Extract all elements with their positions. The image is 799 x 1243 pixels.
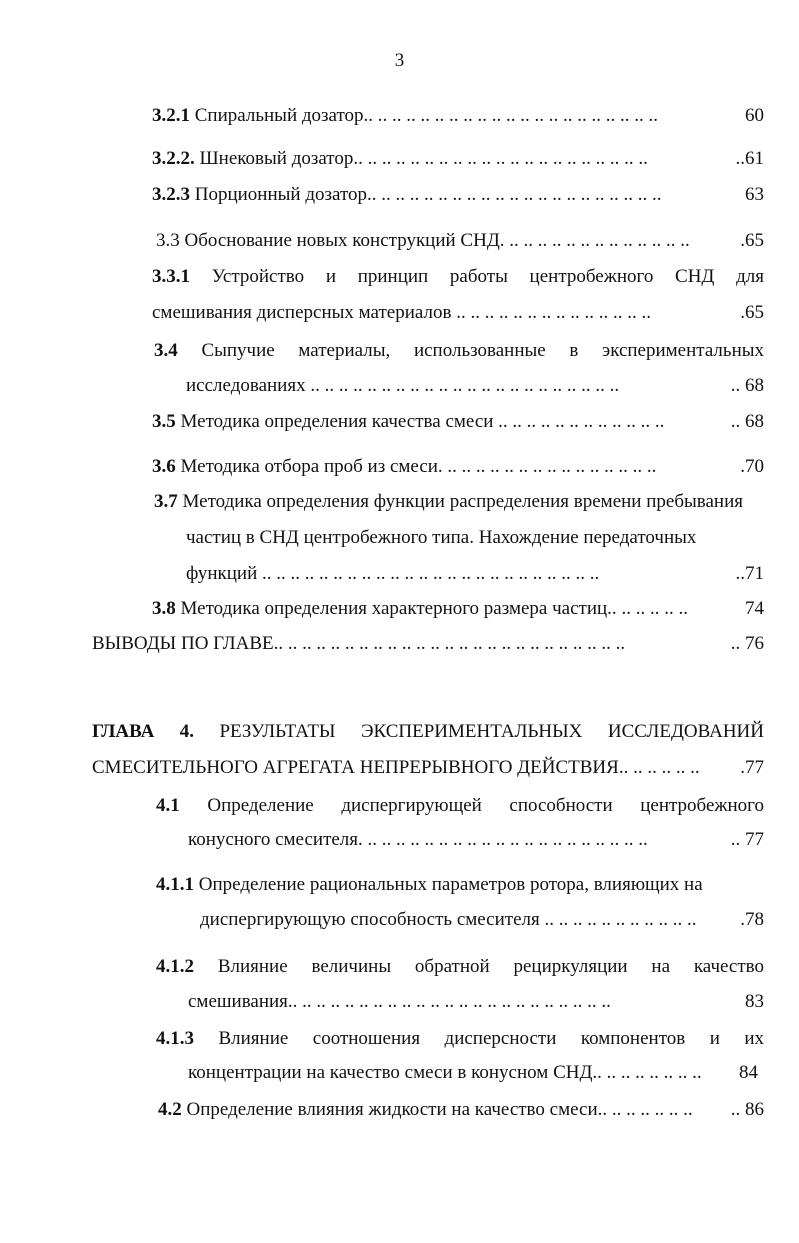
toc-chapter-4-line1: [92, 720, 764, 744]
toc-entry-title: Спиральный дозатор..: [194, 105, 374, 126]
toc-entry-3-7-line3: [186, 562, 764, 586]
page-number: 3: [394, 50, 405, 71]
toc-entry-leader: .. .. .. .. .. .. .. .. .. .. .. .. .. ..: [451, 302, 651, 323]
toc-entry-3-3: [156, 229, 764, 253]
toc-entry-leader: .. .. .. .. .. .. .. .. .. .. .. .. .. .. .. .. .. .. .. .. .. ..: [305, 375, 620, 396]
toc-entry-number: 3.6: [152, 456, 176, 477]
toc-entry-title: Сыпучие материалы, использованные в экспериментальных: [201, 340, 764, 361]
toc-entry-4-1-1-line2: [200, 908, 764, 932]
toc-entry-number: 3.4: [154, 340, 178, 361]
chapter-label: ГЛАВА 4.: [92, 721, 195, 742]
toc-entry-4-2: [158, 1098, 764, 1122]
toc-entry-3-8: [152, 597, 764, 621]
toc-entry-page: .78: [740, 909, 764, 930]
toc-entry-3-5: [152, 410, 764, 434]
toc-entry-4-1-2-line2: [188, 990, 764, 1014]
toc-entry-4-1-2-line1: [156, 955, 764, 979]
toc-entry-3-6: [152, 455, 764, 479]
toc-entry-number: 3.2.1: [152, 105, 190, 126]
toc-entry-number: 3.7: [154, 491, 178, 512]
toc-entry-title: Влияние соотношения дисперсности компонентов и их: [218, 1028, 764, 1049]
toc-entry-page: .. 77: [730, 829, 764, 850]
toc-entry-page: ..61: [735, 148, 764, 169]
toc-entry-title: Шнековый дозатор..: [199, 148, 363, 169]
toc-entry-conclusions: [92, 632, 764, 656]
toc-entry-leader: .. .. .. .. .. .. .. .. .. .. .. .. .. .. .. .. .. .. .. .. .. .. .. ..: [283, 633, 626, 654]
toc-entry-3-7-line2: [186, 526, 764, 550]
toc-entry-leader: .. .. .. .. .. .. .. .. .. .. ..: [539, 909, 697, 930]
toc-entry-title: Методика определения качества смеси: [180, 411, 494, 432]
toc-entry-page: 84: [739, 1062, 758, 1083]
toc-entry-4-1-3-line2: [188, 1061, 758, 1085]
toc-entry-title-cont: функций: [186, 563, 258, 584]
toc-entry-number: 3.2.2.: [152, 148, 195, 169]
toc-entry-page: .77: [740, 757, 764, 778]
toc-entry-leader: .. .. .. .. ..: [628, 757, 700, 778]
toc-entry-leader: .. .. .. .. .. .. .. .. .. .. .. .. .. .. ..: [442, 456, 657, 477]
toc-entry-title: Влияние величины обратной рециркуляции на качество: [217, 956, 764, 977]
toc-entry-leader: .. .. .. .. .. .. .. .. .. .. .. ..: [493, 411, 665, 432]
toc-entry-4-1-1-line1: [156, 873, 764, 897]
toc-entry-page: .70: [740, 456, 764, 477]
toc-entry-leader: .. .. .. .. .. .. ..: [601, 1062, 702, 1083]
toc-entry-title: Методика определения характерного размера частиц..: [180, 598, 617, 619]
toc-entry-number: 4.1.1: [156, 874, 194, 895]
toc-entry-number: 3.3.1: [152, 266, 190, 287]
toc-entry-4-1-line1: [156, 794, 764, 818]
toc-entry-page: .. 86: [730, 1099, 764, 1120]
toc-chapter-4-line2: [92, 756, 764, 780]
toc-entry-title: Порционный дозатор..: [194, 184, 377, 205]
toc-entry-page: .. 76: [730, 633, 764, 654]
toc-entry-leader: .. .. .. .. .. .. .. .. .. .. .. .. .. .. .. .. .. .. .. ..: [376, 184, 662, 205]
toc-entry-3-4-line2: [186, 374, 764, 398]
toc-entry-page: 83: [745, 991, 764, 1012]
toc-entry-page: ..71: [735, 563, 764, 584]
toc-entry-leader: .. .. .. .. .. .. .. .. .. .. .. .. .. .. .. .. .. .. .. ..: [373, 105, 659, 126]
toc-entry-title: Методика определения функции распределения времени пребывания: [182, 491, 743, 512]
toc-entry-title: Определение влияния жидкости на качество смеси..: [186, 1099, 608, 1120]
toc-entry-leader: .. .. .. .. .. ..: [607, 1099, 693, 1120]
toc-entry-title-cont: конусного смесителя.: [188, 829, 363, 850]
toc-entry-number: 4.1.2: [156, 956, 194, 977]
toc-entry-title-cont: исследованиях: [186, 375, 306, 396]
toc-entry-title: Определение диспергирующей способности центробежного: [207, 795, 764, 816]
toc-entry-number: 4.2: [158, 1099, 182, 1120]
toc-entry-leader: .. .. .. .. ..: [616, 598, 688, 619]
toc-entry-3-4-line1: [154, 339, 764, 363]
toc-entry-3-3-1-line1: [152, 265, 764, 289]
toc-entry-title-cont: диспергирующую способность смесителя: [200, 909, 540, 930]
toc-entry-title-cont: частиц в СНД центробежного типа. Нахождение передаточных: [186, 527, 697, 548]
chapter-title: РЕЗУЛЬТАТЫ ЭКСПЕРИМЕНТАЛЬНЫХ ИССЛЕДОВАНИЙ: [219, 721, 764, 742]
toc-entry-leader: .. .. .. .. .. .. .. .. .. .. .. .. .. .. .. .. .. .. .. .. .. ..: [297, 991, 611, 1012]
toc-entry-3-2-2: [152, 147, 764, 171]
toc-entry-title-cont: концентрации на качество смеси в конусном СНД..: [188, 1062, 602, 1083]
chapter-title-cont: СМЕСИТЕЛЬНОГО АГРЕГАТА НЕПРЕРЫВНОГО ДЕЙСТВИЯ..: [92, 757, 629, 778]
toc-entry-title: Определение рациональных параметров ротора, влияющих на: [198, 874, 703, 895]
toc-entry-number: 4.1: [156, 795, 180, 816]
toc-entry-3-7-line1: [154, 490, 764, 514]
toc-entry-number: 4.1.3: [156, 1028, 194, 1049]
toc-entry-3-3-1-line2: [152, 301, 764, 325]
toc-entry-number: 3.2.3: [152, 184, 190, 205]
toc-entry-title: ВЫВОДЫ ПО ГЛАВЕ..: [92, 633, 284, 654]
toc-entry-3-2-3: [152, 183, 764, 207]
toc-entry-page: .. 68: [730, 411, 764, 432]
toc-entry-title: 3.3 Обоснование новых конструкций СНД.: [156, 230, 505, 251]
toc-entry-leader: .. .. .. .. .. .. .. .. .. .. .. .. ..: [504, 230, 690, 251]
toc-entry-page: 74: [745, 598, 764, 619]
toc-entry-number: 3.8: [152, 598, 176, 619]
toc-entry-title: Устройство и принцип работы центробежного СНД для: [211, 266, 764, 287]
toc-entry-page: .65: [740, 230, 764, 251]
toc-entry-page: .. 68: [730, 375, 764, 396]
toc-entry-page: 63: [745, 184, 764, 205]
toc-entry-title-cont: смешивания..: [188, 991, 298, 1012]
toc-entry-leader: .. .. .. .. .. .. .. .. .. .. .. .. .. .. .. .. .. .. .. ..: [362, 829, 648, 850]
toc-entry-title-cont: смешивания дисперсных материалов: [152, 302, 452, 323]
toc-entry-page: .65: [740, 302, 764, 323]
toc-entry-title: Методика отбора проб из смеси.: [180, 456, 443, 477]
toc-entry-number: 3.5: [152, 411, 176, 432]
toc-entry-leader: .. .. .. .. .. .. .. .. .. .. .. .. .. .. .. .. .. .. .. ..: [362, 148, 648, 169]
toc-entry-3-2-1: [152, 104, 764, 128]
toc-entry-4-1-line2: [188, 828, 764, 852]
toc-entry-leader: .. .. .. .. .. .. .. .. .. .. .. .. .. .. .. .. .. .. .. .. .. .. .. ..: [257, 563, 600, 584]
toc-entry-4-1-3-line1: [156, 1027, 764, 1051]
toc-entry-page: 60: [745, 105, 764, 126]
